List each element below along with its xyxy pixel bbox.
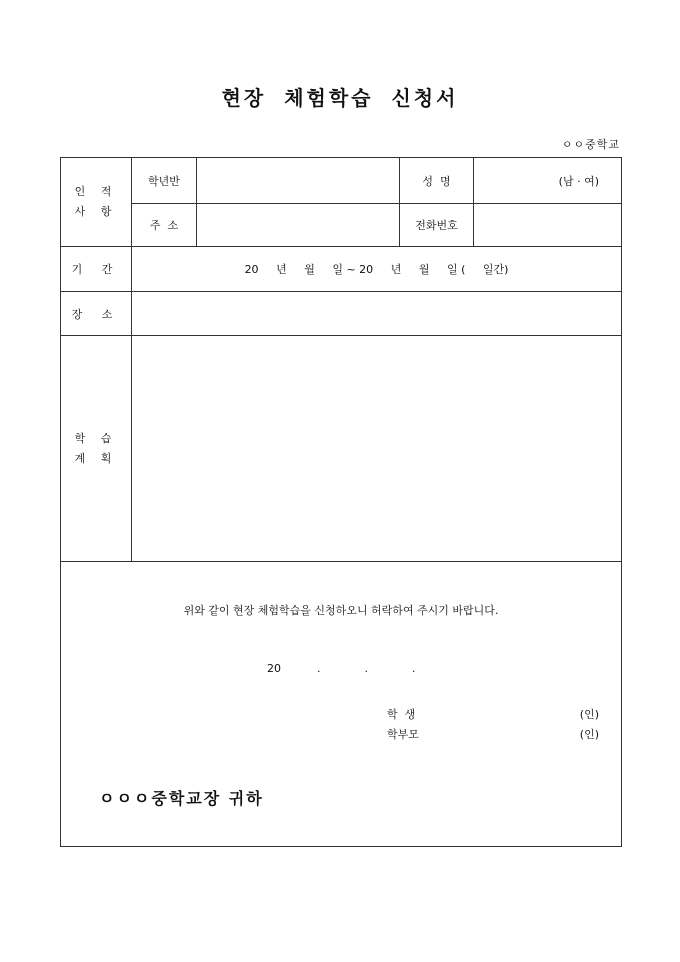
personal-row-2 xyxy=(61,204,622,247)
phone-field[interactable] xyxy=(474,204,622,247)
phone-label: 전화번호 xyxy=(400,204,474,247)
request-statement: 위와 같이 현장 체험학습을 신청하오니 허락하여 주시기 바랍니다. xyxy=(183,604,499,617)
grade-class-field[interactable] xyxy=(197,158,400,204)
grade-class-label: 학년반 xyxy=(132,158,197,204)
student-seal[interactable]: (인) xyxy=(579,708,599,721)
period-label: 기 간 xyxy=(61,247,132,292)
name-label: 성 명 xyxy=(400,158,474,204)
parent-label: 학부모 xyxy=(387,728,419,741)
parent-seal[interactable]: (인) xyxy=(579,728,599,741)
gender-choice[interactable]: (남 · 여) xyxy=(558,174,599,188)
date-line[interactable]: 20 . . . xyxy=(267,662,416,675)
personal-row-1 xyxy=(61,158,622,204)
plan-row xyxy=(61,336,622,562)
place-row xyxy=(61,292,622,336)
personal-info-label: 인 적 사 항 xyxy=(61,158,132,247)
place-label: 장 소 xyxy=(61,292,132,336)
addressee: ㅇㅇㅇ중학교장 귀하 xyxy=(99,789,264,808)
document-title: 현장 체험학습 신청서 xyxy=(221,86,459,110)
period-row xyxy=(61,247,622,292)
study-plan-label: 학 습 계 획 xyxy=(61,336,132,562)
address-label: 주 소 xyxy=(132,204,197,247)
study-plan-field[interactable] xyxy=(132,336,622,562)
period-field[interactable]: 20 년 월 일 ~ 20 년 월 일 ( 일간) xyxy=(132,247,622,292)
application-form-table xyxy=(60,157,622,847)
address-field[interactable] xyxy=(197,204,400,247)
school-name: ㅇㅇ중학교 xyxy=(561,138,620,151)
student-label: 학 생 xyxy=(387,708,416,721)
place-field[interactable] xyxy=(132,292,622,336)
signature-section xyxy=(61,562,622,847)
name-gender-field[interactable] xyxy=(474,158,622,204)
footer-row xyxy=(61,562,622,847)
